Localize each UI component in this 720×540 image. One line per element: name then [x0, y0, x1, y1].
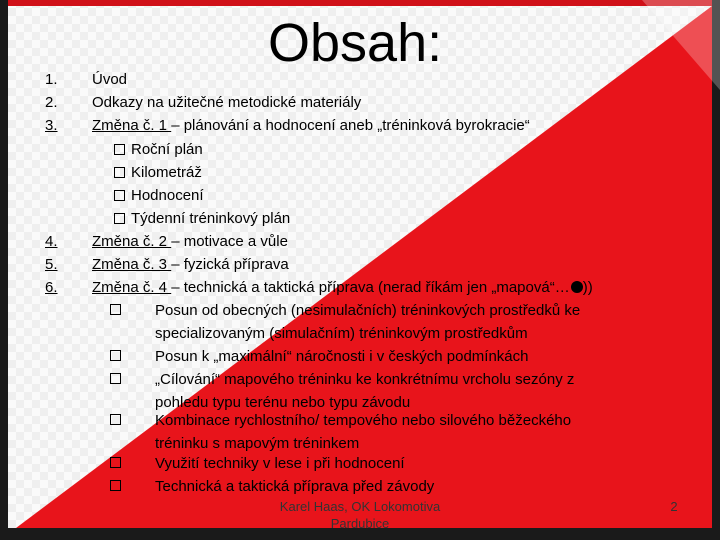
- zmena-2-text: – motivace a vůle: [171, 233, 288, 250]
- checkbox-bullet-icon: [110, 304, 121, 315]
- bullet-posun-od: Posun od obecných (nesimulačních) tréninkových prostředků ke specializovaným (simulačním) tréninkovým prostředkům: [155, 302, 581, 342]
- item-odkazy: Odkazy na užitečné metodické materiály: [92, 94, 362, 111]
- zmena-4-link[interactable]: Změna č. 4: [92, 279, 172, 296]
- checkbox-bullet-icon: [110, 480, 121, 491]
- checkbox-bullet-icon: [110, 457, 121, 468]
- smiley-icon: [571, 281, 583, 293]
- checkbox-bullet-icon: [110, 414, 121, 425]
- item-zmena-2: [92, 230, 288, 253]
- list-number-3: 3.: [45, 117, 58, 134]
- list-number-1: 1.: [45, 71, 58, 88]
- page-number: 2: [670, 499, 678, 514]
- sub-item-tydenni-plan: Týdenní tréninkový plán: [114, 207, 290, 230]
- list-number-4: 4.: [45, 233, 58, 250]
- list-number-2: 2.: [45, 94, 58, 111]
- footer-author: Karel Haas, OK Lokomotiva Pardubice: [279, 499, 441, 531]
- checkbox-bullet-icon: [114, 144, 125, 155]
- bullet-vyuziti: Využití techniky v lese i při hodnocení: [155, 455, 405, 472]
- bullet-posun-k: Posun k „maximální“ náročnosti i v českých podmínkách: [155, 348, 529, 365]
- zmena-4-text: – technická a taktická příprava (nerad říkám jen „mapová“…: [171, 279, 570, 296]
- checkbox-bullet-icon: [110, 373, 121, 384]
- sub-item-hodnoceni: Hodnocení: [114, 184, 204, 207]
- slide-title: Obsah:: [268, 13, 443, 73]
- list-number-6: 6.: [45, 279, 58, 296]
- zmena-2-link[interactable]: Změna č. 2: [92, 233, 172, 250]
- item-zmena-3: [92, 253, 289, 276]
- checkbox-bullet-icon: [114, 213, 125, 224]
- checkbox-bullet-icon: [114, 190, 125, 201]
- sub-item-rocni-plan: Roční plán: [114, 138, 203, 161]
- zmena-1-text: – plánování a hodnocení aneb „tréninková byrokracie“: [171, 117, 530, 134]
- item-uvod: Úvod: [92, 71, 128, 88]
- bullet-cilovani: „Cílování“ mapového tréninku ke konkrétnímu vrcholu sezóny z pohledu typu terénu nebo typu závodu: [155, 371, 575, 411]
- list-number-5: 5.: [45, 256, 58, 273]
- bullet-kombinace: Kombinace rychlostního/ tempového nebo silového běžeckého tréninku s mapovým tréninkem: [155, 412, 572, 452]
- zmena-3-text: – fyzická příprava: [171, 256, 289, 273]
- sub-item-kilometraz: Kilometráž: [114, 161, 202, 184]
- zmena-3-link[interactable]: Změna č. 3: [92, 256, 172, 273]
- item-zmena-4: [92, 276, 593, 299]
- zmena-1-link[interactable]: Změna č. 1: [92, 117, 172, 134]
- bullet-technicka: Technická a taktická příprava před závody: [155, 478, 435, 495]
- item-zmena-1: [92, 114, 530, 137]
- checkbox-bullet-icon: [110, 350, 121, 361]
- checkbox-bullet-icon: [114, 167, 125, 178]
- zmena-4-end: )): [582, 279, 593, 296]
